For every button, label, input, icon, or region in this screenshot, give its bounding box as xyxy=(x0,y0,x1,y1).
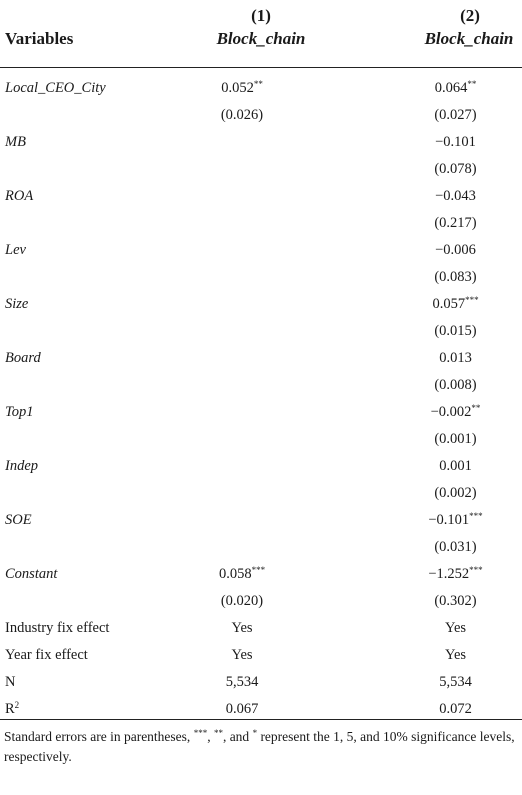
column-1-value xyxy=(155,507,329,534)
column-2-value-text: 5,534 xyxy=(439,674,472,690)
variable-label-text: SOE xyxy=(5,512,32,528)
table-row xyxy=(0,129,522,156)
column-2-value-text: −0.101 xyxy=(435,134,476,150)
table-row xyxy=(0,669,522,696)
column-1-value xyxy=(155,129,329,156)
variable-label-text: R xyxy=(5,701,15,717)
variable-label xyxy=(0,426,155,453)
column-2-value-text: Yes xyxy=(444,647,467,663)
column-2-value xyxy=(329,264,522,291)
column-2-value xyxy=(329,372,522,399)
column-1-value xyxy=(155,237,329,264)
variable-label xyxy=(0,669,155,696)
column-2-value xyxy=(329,534,522,561)
variable-label xyxy=(0,345,155,372)
table-row xyxy=(0,615,522,642)
footnote-text: represent the 1, 5, and 10% significance levels, respectively. xyxy=(4,729,515,764)
variable-label xyxy=(0,264,155,291)
column-1-value-text: 0.052 xyxy=(221,80,254,96)
variable-label-text: Year fix effect xyxy=(5,647,88,663)
column-2-value-text: −0.006 xyxy=(435,242,476,258)
column-1-value xyxy=(155,156,329,183)
column-2-value xyxy=(329,561,522,588)
column-2-value xyxy=(329,507,522,534)
column-2-value xyxy=(329,318,522,345)
column-1-number: (1) xyxy=(251,6,271,25)
variable-label-text: Constant xyxy=(5,566,58,582)
table-row xyxy=(0,588,522,615)
table-row xyxy=(0,210,522,237)
table-row xyxy=(0,642,522,669)
column-2-header: Block_chain xyxy=(424,29,514,48)
footnote-symbol-1pct: *** xyxy=(193,728,208,738)
column-1-value-text: (0.020) xyxy=(220,593,264,609)
footnote-symbol-10pct: * xyxy=(252,728,258,738)
column-2-value xyxy=(329,426,522,453)
column-2-value-text: (0.217) xyxy=(434,215,477,231)
column-2-value xyxy=(329,102,522,129)
significance-stars: ** xyxy=(467,79,477,89)
variable-label-text: N xyxy=(5,674,16,690)
variable-label-text: Board xyxy=(5,350,41,366)
column-2-value xyxy=(329,129,522,156)
variable-label xyxy=(0,588,155,615)
column-1-value xyxy=(155,642,329,669)
footnote-text: Standard errors are in parentheses, xyxy=(4,729,194,744)
column-1-value-text: 0.067 xyxy=(225,701,259,717)
column-2-value xyxy=(329,75,522,102)
variable-label xyxy=(0,561,155,588)
table-footnote xyxy=(4,727,518,767)
variable-label xyxy=(0,615,155,642)
table-row xyxy=(0,318,522,345)
column-1-value xyxy=(155,102,329,129)
column-2-value xyxy=(329,210,522,237)
table-row xyxy=(0,399,522,426)
column-2-value xyxy=(329,615,522,642)
table-row xyxy=(0,534,522,561)
column-2-value-text: (0.002) xyxy=(434,485,477,501)
column-1-value-text: 5,534 xyxy=(225,674,259,690)
column-2-number: (2) xyxy=(460,6,480,25)
column-2-value-text: (0.015) xyxy=(434,323,477,339)
column-1-value xyxy=(155,399,329,426)
bottom-rule xyxy=(0,719,522,720)
variable-label xyxy=(0,642,155,669)
column-2-value xyxy=(329,453,522,480)
column-2-value-text: 0.064 xyxy=(434,80,468,96)
variable-label-text: Lev xyxy=(5,242,26,258)
regression-table-body xyxy=(0,75,522,723)
column-2-value xyxy=(329,345,522,372)
variable-label xyxy=(0,210,155,237)
table-row xyxy=(0,237,522,264)
column-2-value-text: 0.072 xyxy=(439,701,472,717)
column-2-value xyxy=(329,588,522,615)
column-2-value xyxy=(329,237,522,264)
column-1-value xyxy=(155,372,329,399)
significance-stars: ** xyxy=(253,79,263,89)
column-2-value xyxy=(329,669,522,696)
column-2-value-text: (0.001) xyxy=(434,431,477,447)
table-row xyxy=(0,75,522,102)
column-2-value-text: (0.008) xyxy=(434,377,477,393)
column-1-value xyxy=(155,453,329,480)
column-1-value xyxy=(155,183,329,210)
variable-label xyxy=(0,318,155,345)
variable-label xyxy=(0,129,155,156)
footnote-text: , and xyxy=(222,729,253,744)
table-row xyxy=(0,183,522,210)
column-1-value xyxy=(155,669,329,696)
significance-stars: *** xyxy=(469,565,483,575)
column-2-value-text: (0.083) xyxy=(434,269,477,285)
column-2-value-text: 0.001 xyxy=(439,458,472,474)
table-row xyxy=(0,372,522,399)
column-2-value-text: 0.013 xyxy=(439,350,472,366)
significance-stars: ** xyxy=(471,403,481,413)
column-1-value xyxy=(155,318,329,345)
table-row xyxy=(0,264,522,291)
column-2-value-text: Yes xyxy=(444,620,467,636)
column-2-value-text: −0.101 xyxy=(428,512,470,528)
column-2-value xyxy=(329,291,522,318)
column-1-value xyxy=(155,588,329,615)
column-2-value-text: (0.302) xyxy=(434,593,477,609)
header-rule xyxy=(0,67,522,68)
footnote-symbol-5pct: ** xyxy=(213,728,223,738)
column-1-value xyxy=(155,615,329,642)
column-1-value xyxy=(155,264,329,291)
significance-stars: *** xyxy=(465,295,479,305)
variable-label-text: Local_CEO_City xyxy=(5,80,106,96)
column-2-value xyxy=(329,642,522,669)
column-1-value xyxy=(155,210,329,237)
column-1-value xyxy=(155,480,329,507)
variable-label xyxy=(0,534,155,561)
variable-label xyxy=(0,453,155,480)
column-1-value xyxy=(155,345,329,372)
variable-label-text: Indep xyxy=(5,458,39,474)
significance-stars: *** xyxy=(251,565,266,575)
variable-label xyxy=(0,291,155,318)
table-row xyxy=(0,156,522,183)
column-2-value xyxy=(329,156,522,183)
variable-label xyxy=(0,480,155,507)
table-row xyxy=(0,426,522,453)
variable-label xyxy=(0,399,155,426)
variable-label xyxy=(0,372,155,399)
column-2-value-text: (0.078) xyxy=(434,161,477,177)
table-row xyxy=(0,453,522,480)
table-row xyxy=(0,561,522,588)
table-row xyxy=(0,345,522,372)
variable-label xyxy=(0,75,155,102)
column-2-value xyxy=(329,480,522,507)
column-1-value xyxy=(155,426,329,453)
significance-stars: *** xyxy=(469,511,483,521)
variable-label-text: Size xyxy=(5,296,29,312)
variable-label-superscript: 2 xyxy=(14,700,20,710)
variable-label xyxy=(0,183,155,210)
variable-label xyxy=(0,507,155,534)
table-row xyxy=(0,102,522,129)
variable-label-text: MB xyxy=(5,134,26,150)
column-1-value xyxy=(155,534,329,561)
variable-label xyxy=(0,237,155,264)
column-2-value-text: −0.043 xyxy=(435,188,476,204)
column-1-value-text: 0.058 xyxy=(218,566,252,582)
column-1-value xyxy=(155,75,329,102)
column-2-value-text: −0.002 xyxy=(430,404,472,420)
variable-label-text: Industry fix effect xyxy=(5,620,110,636)
footnote-text: , xyxy=(207,729,214,744)
column-2-value-text: (0.031) xyxy=(434,539,477,555)
variable-label xyxy=(0,102,155,129)
column-2-value-text: 0.057 xyxy=(432,296,466,312)
column-2-value xyxy=(329,399,522,426)
column-1-value-text: Yes xyxy=(231,647,253,663)
variable-label-text: Top1 xyxy=(5,404,34,420)
column-1-value-text: Yes xyxy=(231,620,253,636)
column-1-value xyxy=(155,291,329,318)
column-1-value-text: (0.026) xyxy=(220,107,264,123)
variable-label-text: ROA xyxy=(5,188,34,204)
variables-header: Variables xyxy=(5,29,74,48)
table-row xyxy=(0,480,522,507)
table-row xyxy=(0,507,522,534)
column-2-value xyxy=(329,183,522,210)
column-1-header: Block_chain xyxy=(216,29,306,48)
column-2-value-text: −1.252 xyxy=(428,566,470,582)
variable-label xyxy=(0,156,155,183)
table-row xyxy=(0,291,522,318)
regression-table xyxy=(0,75,522,723)
column-1-value xyxy=(155,561,329,588)
column-2-value-text: (0.027) xyxy=(434,107,477,123)
